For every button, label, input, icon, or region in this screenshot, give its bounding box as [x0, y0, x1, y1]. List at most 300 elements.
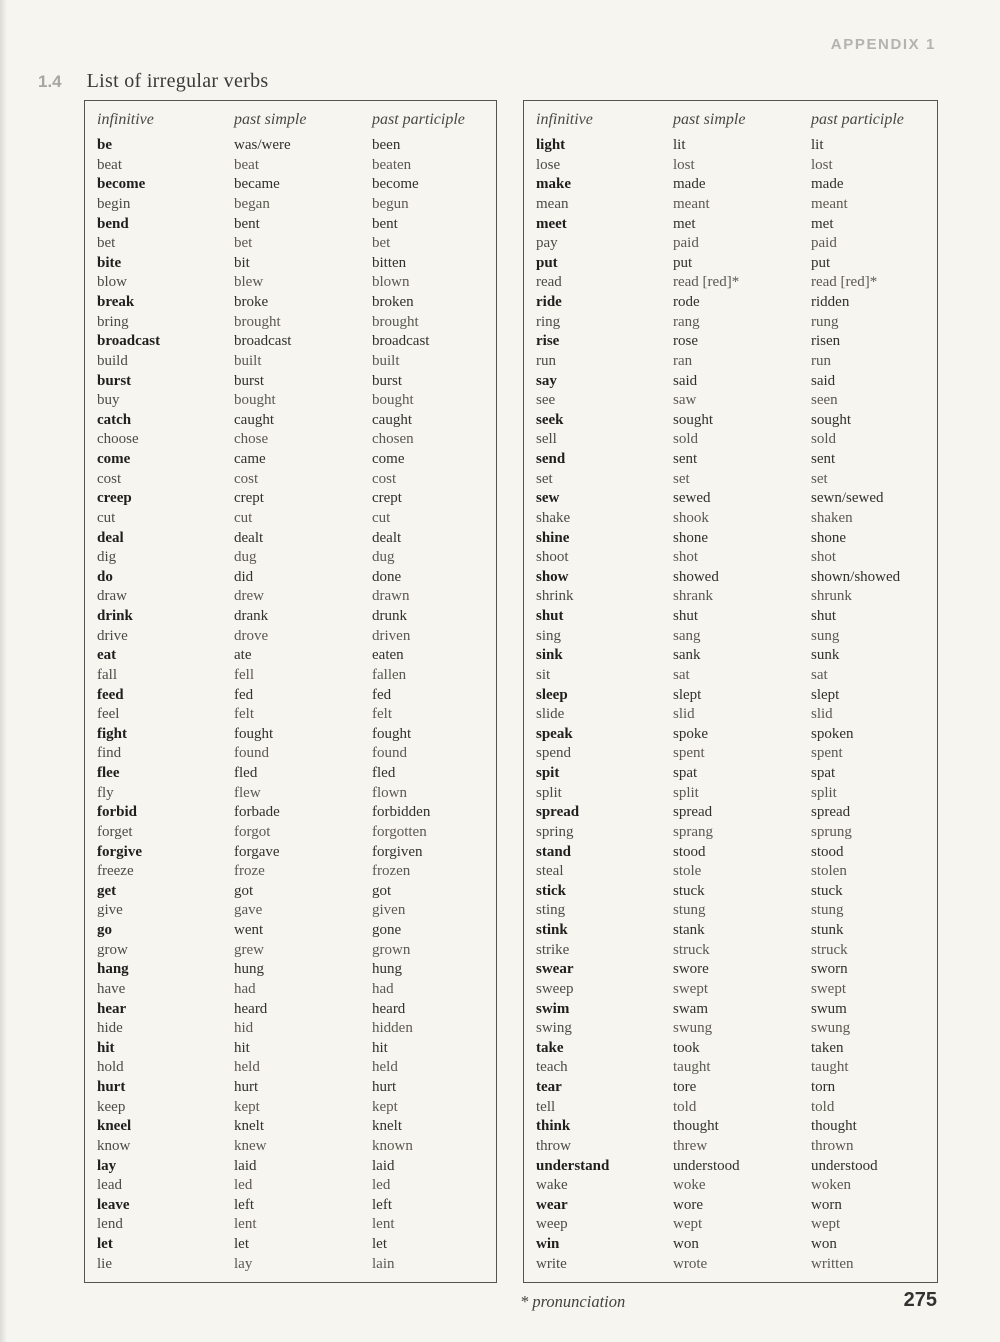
cell-past-simple: bet	[234, 235, 253, 252]
cell-past-simple: showed	[673, 568, 719, 585]
cell-past-participle: fallen	[372, 666, 407, 683]
table-row	[97, 489, 496, 509]
cell-past-participle: flown	[372, 784, 407, 801]
table-row	[97, 607, 496, 627]
footnote-text: pronunciation	[532, 1292, 626, 1311]
cell-past-simple: sewed	[673, 490, 711, 507]
table-row	[536, 391, 937, 411]
cell-infinitive: do	[97, 568, 113, 585]
column-header-past-simple: past simple	[673, 111, 746, 128]
table-row	[97, 921, 496, 941]
cell-past-simple: struck	[673, 941, 710, 958]
table-row	[536, 175, 937, 195]
cell-past-participle: broken	[372, 294, 414, 310]
cell-past-participle: lent	[372, 1216, 395, 1233]
cell-infinitive: hit	[97, 1039, 115, 1056]
table-row	[97, 843, 496, 863]
cell-past-participle: taken	[811, 1039, 844, 1056]
table-row	[97, 705, 496, 725]
cell-past-participle: chosen	[372, 431, 414, 448]
table-row	[97, 1255, 496, 1275]
cell-infinitive: sew	[536, 490, 560, 507]
cell-past-simple: forgot	[234, 823, 271, 840]
cell-infinitive: blow	[97, 274, 127, 291]
cell-past-simple: paid	[673, 235, 699, 252]
cell-past-simple: cost	[234, 470, 259, 487]
page-number: 275	[903, 1289, 937, 1311]
table-row	[97, 1196, 496, 1216]
cell-past-simple: broadcast	[234, 333, 292, 350]
cell-past-simple: put	[673, 254, 693, 271]
cell-infinitive: shake	[536, 509, 571, 526]
cell-past-simple: wore	[673, 1196, 703, 1213]
cell-past-participle: had	[372, 980, 394, 997]
cell-past-simple: set	[673, 470, 690, 487]
table-row	[536, 313, 937, 333]
table-row	[97, 1176, 496, 1196]
cell-infinitive: cut	[97, 509, 116, 526]
cell-past-participle: spent	[811, 745, 843, 762]
scan-edge-shadow	[0, 0, 7, 1342]
cell-infinitive: bend	[97, 215, 129, 232]
cell-past-simple: sang	[673, 627, 701, 644]
table-row	[97, 686, 496, 706]
cell-infinitive: stick	[536, 882, 566, 899]
table-row	[536, 607, 937, 627]
cell-past-simple: began	[234, 195, 270, 212]
cell-past-participle: told	[811, 1098, 835, 1115]
cell-infinitive: stink	[536, 922, 568, 938]
cell-infinitive: swear	[536, 961, 574, 978]
cell-past-simple: met	[673, 215, 696, 232]
table-row	[97, 646, 496, 666]
cell-past-participle: burst	[372, 372, 402, 389]
cell-past-participle: eaten	[372, 647, 404, 664]
cell-past-simple: stood	[673, 843, 706, 860]
table-row	[536, 1137, 937, 1157]
cell-past-simple: let	[234, 1236, 249, 1252]
cell-infinitive: see	[536, 392, 556, 409]
table-row	[97, 1137, 496, 1157]
cell-infinitive: put	[536, 254, 558, 271]
cell-infinitive: lie	[97, 1255, 112, 1272]
cell-infinitive: deal	[97, 529, 124, 546]
cell-past-simple: drove	[234, 627, 269, 644]
cell-past-participle: taught	[811, 1059, 849, 1076]
table-row	[97, 587, 496, 607]
cell-past-simple: wrote	[673, 1255, 708, 1272]
table-row	[536, 744, 937, 764]
table-row	[97, 1157, 496, 1177]
cell-infinitive: set	[536, 470, 553, 487]
table-header-row	[97, 111, 496, 129]
cell-infinitive: leave	[97, 1196, 130, 1213]
table-row	[97, 254, 496, 274]
cell-past-simple: fled	[234, 765, 258, 781]
cell-past-simple: shrank	[673, 588, 713, 605]
cell-past-participle: cut	[372, 509, 391, 526]
table-row	[97, 332, 496, 352]
cell-past-participle: been	[372, 137, 401, 153]
cell-infinitive: keep	[97, 1098, 126, 1115]
cell-past-simple: swept	[673, 980, 708, 997]
cell-infinitive: take	[536, 1039, 564, 1056]
cell-past-participle: sunk	[811, 647, 840, 664]
cell-infinitive: pay	[536, 235, 558, 252]
verb-tables-container	[84, 100, 938, 1283]
cell-past-simple: taught	[673, 1059, 711, 1076]
cell-past-simple: shook	[673, 509, 709, 526]
table-row	[536, 273, 937, 293]
table-row	[536, 195, 937, 215]
table-body	[97, 136, 496, 1274]
table-row	[97, 293, 496, 313]
cell-past-simple: bit	[234, 254, 250, 271]
table-row	[536, 862, 937, 882]
cell-past-simple: saw	[673, 392, 697, 409]
cell-past-participle: bet	[372, 235, 391, 252]
cell-past-participle: written	[811, 1255, 854, 1272]
cell-infinitive: rise	[536, 333, 560, 350]
cell-past-simple: came	[234, 451, 266, 467]
cell-past-simple: had	[234, 980, 256, 997]
cell-past-simple: thought	[673, 1118, 719, 1135]
cell-infinitive: fall	[97, 666, 117, 683]
table-row	[536, 568, 937, 588]
cell-past-participle: drunk	[372, 608, 407, 624]
cell-past-simple: brought	[234, 313, 281, 330]
table-row	[536, 960, 937, 980]
cell-past-simple: shone	[673, 529, 708, 546]
table-row	[536, 529, 937, 549]
cell-past-simple: read [red]*	[673, 274, 740, 291]
cell-past-participle: thought	[811, 1118, 857, 1135]
cell-past-simple: swore	[673, 961, 709, 978]
cell-past-simple: swung	[673, 1020, 713, 1037]
cell-infinitive: be	[97, 137, 112, 153]
column-header-infinitive: infinitive	[97, 111, 154, 128]
table-row	[97, 1058, 496, 1078]
cell-past-simple: dug	[234, 549, 257, 566]
cell-infinitive: hide	[97, 1020, 123, 1037]
cell-past-participle: cost	[372, 470, 397, 487]
cell-infinitive: build	[97, 352, 128, 369]
cell-infinitive: spread	[536, 804, 580, 821]
cell-infinitive: drive	[97, 627, 128, 644]
cell-past-participle: caught	[372, 411, 412, 428]
cell-past-simple: fed	[234, 686, 254, 703]
cell-past-simple: won	[673, 1236, 699, 1252]
cell-infinitive: feed	[97, 686, 124, 703]
cell-infinitive: come	[97, 451, 131, 467]
table-row	[536, 784, 937, 804]
cell-past-participle: sold	[811, 431, 837, 448]
cell-infinitive: beat	[97, 156, 122, 173]
cell-past-participle: spread	[811, 804, 851, 821]
cell-past-simple: shut	[673, 608, 699, 624]
cell-infinitive: steal	[536, 863, 564, 880]
cell-past-participle: sung	[811, 627, 840, 644]
cell-past-participle: gone	[372, 922, 402, 938]
cell-past-simple: froze	[234, 863, 265, 880]
cell-infinitive: eat	[97, 647, 117, 664]
table-row	[536, 430, 937, 450]
cell-infinitive: sell	[536, 431, 557, 448]
cell-past-participle: done	[372, 568, 402, 585]
cell-infinitive: begin	[97, 195, 131, 212]
cell-infinitive: wake	[536, 1177, 568, 1194]
table-row	[536, 215, 937, 235]
table-row	[97, 1215, 496, 1235]
cell-past-participle: worn	[811, 1196, 842, 1213]
cell-past-simple: told	[673, 1098, 697, 1115]
cell-past-simple: understood	[673, 1157, 740, 1174]
column-header-past-participle: past participle	[372, 111, 465, 128]
table-row	[536, 1235, 937, 1255]
cell-infinitive: speak	[536, 725, 573, 742]
table-row	[97, 784, 496, 804]
column-header-past-participle: past participle	[811, 111, 904, 128]
table-row	[536, 156, 937, 176]
table-row	[97, 1235, 496, 1255]
table-row	[536, 764, 937, 784]
cell-past-participle: struck	[811, 941, 848, 958]
cell-past-participle: beaten	[372, 156, 412, 173]
table-row	[97, 1019, 496, 1039]
cell-past-simple: laid	[234, 1157, 257, 1174]
cell-infinitive: burst	[97, 372, 132, 389]
cell-past-participle: lost	[811, 156, 833, 173]
table-row	[97, 862, 496, 882]
cell-infinitive: split	[536, 784, 562, 801]
table-row	[97, 901, 496, 921]
cell-infinitive: swing	[536, 1020, 572, 1037]
table-row	[536, 411, 937, 431]
cell-past-participle: led	[372, 1177, 391, 1194]
cell-past-simple: heard	[234, 1000, 268, 1017]
cell-past-participle: sewn/sewed	[811, 490, 884, 507]
table-row	[97, 725, 496, 745]
table-row	[536, 470, 937, 490]
cell-infinitive: send	[536, 451, 566, 467]
cell-infinitive: shrink	[536, 588, 574, 605]
cell-past-simple: spoke	[673, 725, 708, 742]
table-header-row	[536, 111, 937, 129]
cell-past-simple: split	[673, 784, 699, 801]
cell-past-simple: stuck	[673, 882, 705, 899]
cell-infinitive: catch	[97, 411, 132, 428]
cell-infinitive: let	[97, 1236, 113, 1252]
cell-past-participle: paid	[811, 235, 837, 252]
table-row	[536, 646, 937, 666]
cell-past-simple: spread	[673, 804, 713, 821]
cell-infinitive: light	[536, 137, 566, 153]
cell-infinitive: hurt	[97, 1079, 126, 1095]
cell-past-participle: broadcast	[372, 333, 430, 350]
cell-infinitive: throw	[536, 1137, 571, 1154]
table-row	[536, 372, 937, 392]
cell-infinitive: hang	[97, 961, 129, 978]
cell-past-participle: slept	[811, 686, 840, 703]
cell-past-simple: forgave	[234, 843, 280, 860]
table-body	[536, 136, 937, 1274]
cell-infinitive: ring	[536, 313, 561, 330]
cell-past-simple: stung	[673, 902, 706, 919]
cell-infinitive: say	[536, 372, 557, 389]
cell-past-participle: become	[372, 176, 419, 193]
table-row	[536, 352, 937, 372]
cell-past-simple: fell	[234, 666, 254, 683]
cell-infinitive: feel	[97, 706, 120, 723]
cell-past-simple: stank	[673, 922, 705, 938]
cell-past-participle: rung	[811, 313, 839, 330]
cell-past-simple: blew	[234, 274, 264, 291]
cell-past-participle: sworn	[811, 961, 848, 978]
pronunciation-footnote	[520, 1292, 625, 1312]
cell-infinitive: stand	[536, 843, 572, 860]
cell-past-participle: met	[811, 215, 834, 232]
cell-infinitive: lose	[536, 156, 561, 173]
cell-past-participle: driven	[372, 627, 411, 644]
cell-infinitive: shine	[536, 529, 570, 546]
cell-past-participle: read [red]*	[811, 274, 878, 291]
table-row	[536, 980, 937, 1000]
cell-past-participle: seen	[811, 392, 838, 409]
cell-infinitive: sing	[536, 627, 562, 644]
cell-infinitive: bring	[97, 313, 129, 330]
cell-past-simple: kept	[234, 1098, 260, 1115]
cell-past-simple: sold	[673, 431, 699, 448]
cell-past-simple: tore	[673, 1079, 697, 1095]
cell-past-participle: stuck	[811, 882, 843, 899]
cell-past-simple: lost	[673, 156, 695, 173]
cell-infinitive: creep	[97, 490, 132, 507]
cell-past-participle: sought	[811, 411, 852, 428]
table-row	[97, 627, 496, 647]
table-row	[536, 136, 937, 156]
cell-infinitive: sweep	[536, 980, 574, 997]
cell-past-participle: brought	[372, 313, 419, 330]
cell-past-simple: spent	[673, 745, 705, 762]
cell-infinitive: read	[536, 274, 562, 291]
cell-past-participle: shot	[811, 549, 837, 566]
cell-past-participle: built	[372, 352, 400, 369]
cell-infinitive: choose	[97, 431, 139, 448]
cell-past-participle: forbidden	[372, 804, 431, 821]
cell-past-participle: bought	[372, 392, 414, 409]
cell-infinitive: tear	[536, 1079, 562, 1095]
cell-past-simple: burst	[234, 372, 264, 389]
cell-past-simple: knelt	[234, 1118, 264, 1135]
table-row	[536, 1255, 937, 1275]
table-row	[536, 1078, 937, 1098]
cell-infinitive: cost	[97, 470, 122, 487]
table-row	[97, 391, 496, 411]
table-row	[97, 568, 496, 588]
cell-infinitive: sleep	[536, 686, 568, 703]
cell-past-participle: swung	[811, 1020, 851, 1037]
cell-infinitive: spit	[536, 765, 560, 781]
cell-past-participle: lit	[811, 137, 824, 153]
table-row	[536, 587, 937, 607]
cell-past-simple: became	[234, 176, 280, 193]
cell-past-simple: ran	[673, 352, 693, 369]
table-row	[97, 960, 496, 980]
cell-past-simple: built	[234, 352, 262, 369]
cell-past-participle: kept	[372, 1098, 398, 1115]
cell-past-simple: swam	[673, 1000, 708, 1017]
cell-past-simple: chose	[234, 431, 269, 448]
cell-past-simple: hid	[234, 1020, 254, 1037]
cell-past-simple: knew	[234, 1137, 267, 1154]
cell-past-simple: gave	[234, 902, 263, 919]
cell-infinitive: strike	[536, 941, 570, 958]
table-row	[536, 234, 937, 254]
cell-past-participle: wept	[811, 1216, 841, 1233]
cell-past-simple: sank	[673, 647, 701, 664]
table-row	[97, 764, 496, 784]
cell-past-participle: woken	[811, 1177, 851, 1194]
cell-infinitive: forget	[97, 823, 133, 840]
table-row	[97, 941, 496, 961]
cell-past-simple: meant	[673, 195, 710, 212]
table-row	[97, 1117, 496, 1137]
cell-infinitive: spring	[536, 823, 574, 840]
cell-past-participle: fled	[372, 765, 396, 781]
table-row	[97, 823, 496, 843]
section-number: 1.4	[38, 72, 62, 91]
cell-past-simple: sprang	[673, 823, 713, 840]
cell-past-participle: made	[811, 176, 844, 193]
table-row	[97, 411, 496, 431]
table-row	[536, 901, 937, 921]
cell-infinitive: make	[536, 176, 571, 193]
cell-infinitive: forgive	[97, 843, 142, 860]
cell-infinitive: fly	[97, 784, 114, 801]
cell-infinitive: drink	[97, 608, 133, 624]
cell-infinitive: fight	[97, 725, 127, 742]
table-row	[536, 1058, 937, 1078]
cell-past-participle: swum	[811, 1000, 847, 1017]
cell-past-participle: left	[372, 1196, 392, 1213]
cell-past-simple: lay	[234, 1255, 253, 1272]
cell-infinitive: broadcast	[97, 333, 161, 350]
cell-infinitive: win	[536, 1236, 560, 1252]
cell-infinitive: bet	[97, 235, 116, 252]
irregular-verbs-table-left	[84, 100, 497, 1283]
cell-infinitive: freeze	[97, 863, 134, 880]
cell-past-participle: forgiven	[372, 843, 423, 860]
cell-infinitive: find	[97, 745, 122, 762]
cell-infinitive: wear	[536, 1196, 568, 1213]
cell-infinitive: think	[536, 1118, 571, 1135]
cell-past-simple: hit	[234, 1039, 250, 1056]
cell-past-participle: stunk	[811, 922, 844, 938]
table-row	[536, 548, 937, 568]
cell-infinitive: have	[97, 980, 126, 997]
cell-infinitive: draw	[97, 588, 127, 605]
footnote-marker: *	[520, 1292, 529, 1311]
cell-infinitive: forbid	[97, 804, 138, 821]
table-row	[97, 803, 496, 823]
cell-past-participle: come	[372, 451, 405, 467]
cell-infinitive: flee	[97, 765, 120, 781]
cell-past-simple: shot	[673, 549, 699, 566]
cell-past-simple: went	[234, 922, 264, 938]
cell-past-participle: got	[372, 882, 392, 899]
cell-infinitive: buy	[97, 392, 120, 409]
cell-past-simple: led	[234, 1177, 253, 1194]
